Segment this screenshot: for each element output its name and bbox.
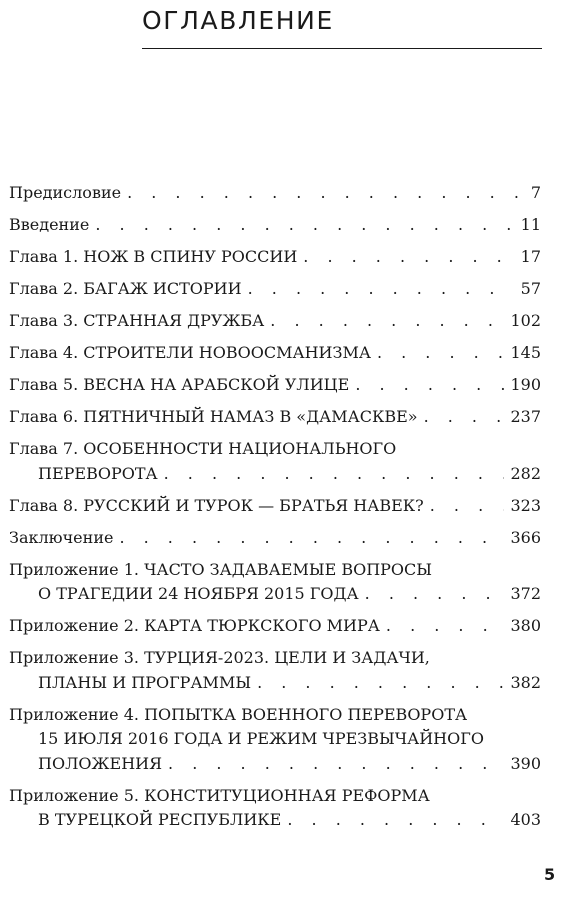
toc-entry-line [9, 582, 541, 607]
toc-entry[interactable] [9, 309, 541, 334]
toc-entry[interactable] [9, 703, 541, 777]
toc-entry-line [9, 526, 541, 551]
toc-entry-title: Глава 4. СТРОИТЕЛИ НОВООСМАНИЗМА [9, 343, 371, 362]
dot-leader [430, 494, 505, 519]
title-rule [142, 48, 542, 49]
toc-entry-title: ПОЛОЖЕНИЯ [38, 753, 163, 773]
dot-leader [95, 213, 514, 238]
dot-leader [257, 671, 504, 696]
toc-entry-line [9, 309, 541, 334]
toc-entry-title: Предисловие [9, 183, 122, 202]
toc-entry[interactable] [9, 341, 541, 366]
toc-entry[interactable] [9, 558, 541, 607]
toc-entry-title: Глава 7. ОСОБЕННОСТИ НАЦИОНАЛЬНОГО [9, 439, 397, 458]
toc-entry-line [9, 646, 541, 671]
toc-entry-page: 145 [510, 343, 541, 362]
toc-entry-page: 380 [510, 616, 541, 635]
toc-entry-page: 323 [510, 495, 541, 515]
toc-entry-title: В ТУРЕЦКОЙ РЕСПУБЛИКЕ [38, 810, 282, 829]
dot-leader [303, 245, 514, 270]
dot-leader [119, 526, 504, 551]
toc-entry-title: Заключение [9, 527, 114, 547]
dot-leader [377, 341, 505, 366]
toc-entry-page: 7 [530, 183, 541, 202]
toc-entry-line [9, 727, 541, 752]
toc-entry-title: ПЕРЕВОРОТА [38, 463, 158, 483]
toc-entry[interactable] [9, 245, 541, 270]
toc-entry-title: Глава 5. ВЕСНА НА АРАБСКОЙ УЛИЦЕ [9, 375, 350, 394]
toc-entry-title: Приложение 3. ТУРЦИЯ-2023. ЦЕЛИ И ЗАДАЧИ, [9, 648, 430, 667]
dot-leader [270, 309, 504, 334]
toc-entry-page: 17 [520, 247, 541, 266]
dot-leader [424, 405, 505, 430]
toc-entry-line [9, 181, 541, 206]
toc-entry-page: 11 [520, 215, 541, 234]
toc-entry-line [9, 213, 541, 238]
toc-entry-page: 390 [510, 753, 541, 773]
toc-entry-title: О ТРАГЕДИИ 24 НОЯБРЯ 2015 ГОДА [38, 584, 359, 603]
toc-entry-title: Приложение 5. КОНСТИТУЦИОННАЯ РЕФОРМА [9, 785, 430, 805]
toc-entry-title: Глава 8. РУССКИЙ И ТУРОК — БРАТЬЯ НАВЕК? [9, 495, 424, 515]
toc-entry-title: Приложение 2. КАРТА ТЮРКСКОГО МИРА [9, 616, 380, 635]
toc-entry[interactable] [9, 526, 541, 551]
toc-entry-line [9, 784, 541, 809]
toc-entry-line [9, 494, 541, 519]
toc-entry-title: Глава 2. БАГАЖ ИСТОРИИ [9, 279, 242, 298]
toc-entry-page: 282 [510, 463, 541, 483]
toc-entry-page: 403 [510, 810, 541, 829]
toc-entry-line [9, 614, 541, 639]
toc-entry[interactable] [9, 614, 541, 639]
toc-entry-line [9, 341, 541, 366]
dot-leader [127, 181, 525, 206]
dot-leader [164, 462, 505, 487]
toc-entry-title: Приложение 1. ЧАСТО ЗАДАВАЕМЫЕ ВОПРОСЫ [9, 559, 433, 579]
toc-entry-title: Приложение 4. ПОПЫТКА ВОЕННОГО ПЕРЕВОРОТА [9, 704, 468, 724]
toc-entry-line [9, 462, 541, 487]
toc-entry-line [9, 245, 541, 270]
toc-entry-line [9, 277, 541, 302]
toc-entry-page: 382 [510, 672, 541, 692]
toc-entry-page: 102 [510, 311, 541, 330]
dot-leader [365, 582, 505, 607]
toc-entry-title: 15 ИЮЛЯ 2016 ГОДА И РЕЖИМ ЧРЕЗВЫЧАЙНОГО [38, 729, 484, 748]
toc-entry-line [9, 558, 541, 583]
toc-entry-line [9, 405, 541, 430]
toc-entry-line [9, 703, 541, 728]
toc-entry-page: 57 [520, 279, 541, 298]
toc-entry[interactable] [9, 646, 541, 695]
dot-leader [168, 752, 504, 777]
page-title: ОГЛАВЛЕНИЕ [142, 6, 334, 35]
toc-entry-title: Глава 6. ПЯТНИЧНЫЙ НАМАЗ В «ДАМАСКВЕ» [9, 407, 418, 426]
toc-entry-line [9, 671, 541, 696]
toc-entry[interactable] [9, 405, 541, 430]
toc-entry-title: Глава 3. СТРАННАЯ ДРУЖБА [9, 311, 265, 330]
table-of-contents [9, 181, 541, 840]
toc-entry-line [9, 373, 541, 398]
toc-entry[interactable] [9, 437, 541, 486]
toc-entry-page: 190 [510, 375, 541, 394]
toc-entry-page: 366 [510, 527, 541, 547]
dot-leader [386, 614, 505, 639]
toc-entry-page: 237 [510, 407, 541, 426]
toc-entry-line [9, 437, 541, 462]
toc-entry-line [9, 752, 541, 777]
toc-entry[interactable] [9, 373, 541, 398]
toc-entry-title: Введение [9, 215, 90, 234]
page-number: 5 [544, 865, 556, 884]
toc-entry[interactable] [9, 784, 541, 833]
toc-entry-title: ПЛАНЫ И ПРОГРАММЫ [38, 672, 252, 692]
toc-entry-title: Глава 1. НОЖ В СПИНУ РОССИИ [9, 247, 298, 266]
dot-leader [355, 373, 504, 398]
toc-entry[interactable] [9, 213, 541, 238]
toc-entry-line [9, 808, 541, 833]
dot-leader [248, 277, 515, 302]
toc-entry-page: 372 [510, 584, 541, 603]
toc-entry[interactable] [9, 181, 541, 206]
toc-entry[interactable] [9, 277, 541, 302]
dot-leader [287, 808, 504, 833]
toc-entry[interactable] [9, 494, 541, 519]
